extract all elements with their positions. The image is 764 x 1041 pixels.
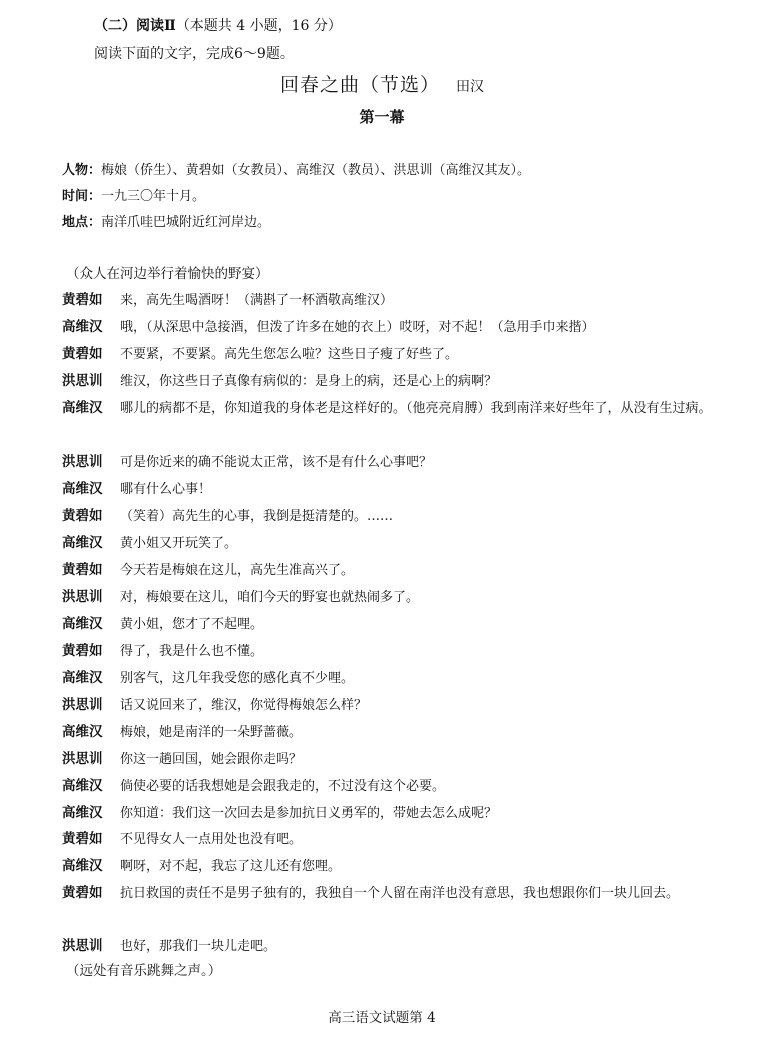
dialogue-line [62,665,722,692]
time-text: 一九三〇年十月。 [101,189,206,204]
speech-text: 可是你近来的确不能说太正常，该不是有什么心事吧？ [120,455,433,470]
speech-text: 梅娘，她是南洋的一朵野蔷薇。 [120,725,303,740]
speaker-name: 黄碧如 [62,346,103,362]
speaker-name: 洪思训 [62,938,103,954]
speech-text: 黄小姐，您才了不起哩。 [120,617,264,632]
dialogue-line [62,638,722,665]
speaker-name: 高维汉 [62,535,103,551]
speech-text: 今天若是梅娘在这儿，高先生准高兴了。 [120,563,355,578]
speaker-name: 黄碧如 [62,885,103,901]
speaker-name: 高维汉 [62,805,103,821]
stage-direction-closing: （远处有音乐跳舞之声。） [66,963,222,979]
speech-text: 也好，那我们一块儿走吧。 [120,939,277,954]
place-line [62,213,270,233]
speech-text: 得了，我是什么也不懂。 [120,644,264,659]
speech-text: 你知道：我们这一次回去是参加抗日义勇军的，带她去怎么成呢？ [120,806,498,821]
dialogue-line [62,746,722,773]
speaker-name: 高维汉 [62,858,103,874]
dialogue-line [62,719,722,746]
speech-text: 别客气，这几年我受您的感化真不少哩。 [120,671,355,686]
speech-text: 来，高先生喝酒呀！（满斟了一杯酒敬高维汉） [120,293,394,308]
stage-direction-opening: （众人在河边举行着愉快的野宴） [66,266,269,282]
dialogue-line [62,287,722,314]
speech-text: 哦，（从深思中急接酒，但泼了许多在她的衣上）哎呀，对不起！（急用手巾来揩） [120,320,595,335]
section-number: （二） [94,18,136,34]
speaker-name: 洪思训 [62,454,103,470]
dialogue-line [62,933,722,960]
speech-text: 哪有什么心事！ [120,482,212,497]
speaker-name: 高维汉 [62,319,103,335]
speaker-name: 高维汉 [62,481,103,497]
dialogue-line [62,773,722,800]
dialogue-line [62,800,722,827]
dialogue-line [62,880,722,907]
reading-instruction: 阅读下面的文字，完成6～9题。 [94,46,294,62]
speaker-name: 高维汉 [62,778,103,794]
section-heading [94,16,342,36]
play-title-row [0,70,764,97]
dialogue-line [62,530,722,557]
dialogue-line [62,503,722,530]
speech-text: 对，梅娘要在这儿，咱们今天的野宴也就热闹多了。 [120,590,420,605]
dialogue-line [62,584,722,611]
speech-text: 啊呀，对不起，我忘了这儿还有您哩。 [120,859,342,874]
page-footer: 高三语文试题第 4 [328,1010,436,1026]
dialogue-line [62,692,722,719]
dialogue-line [62,476,722,503]
act-title: 第一幕 [359,108,405,126]
speech-text: 话又说回来了，维汉，你觉得梅娘怎么样？ [120,698,368,713]
dialogue-line [62,395,722,422]
place-label: 地点： [62,215,102,230]
speaker-name: 黄碧如 [62,562,103,578]
dialogue-line [62,557,722,584]
speaker-name: 高维汉 [62,670,103,686]
characters-text: 梅娘（侨生）、黄碧如（女教员）、高维汉（教员）、洪思训（高维汉其友）。 [101,163,531,178]
place-text: 南洋爪哇巴城附近红河岸边。 [101,215,271,230]
speaker-name: 高维汉 [62,616,103,632]
speaker-name: 洪思训 [62,589,103,605]
speech-text: 不见得女人一点用处也没有吧。 [120,832,303,847]
speaker-name: 黄碧如 [62,831,103,847]
speaker-name: 黄碧如 [62,292,103,308]
speech-text: 抗日救国的责任不是男子独有的，我独自一个人留在南洋也没有意思，我也想跟你们一块儿回去。 [120,886,680,901]
dialogue-line [62,826,722,853]
dialogue-line [62,368,722,395]
time-label: 时间： [62,189,102,204]
section-detail: （本题共 4 小题，16 分） [175,18,342,34]
characters-line [62,161,530,181]
play-author: 田汉 [456,79,484,95]
speech-text: 倘使必要的话我想她是会跟我走的，不过没有这个必要。 [120,779,446,794]
speaker-name: 洪思训 [62,751,103,767]
characters-label: 人物： [62,163,102,178]
dialogue-line [62,611,722,638]
play-title: 回春之曲（节选） [279,74,440,96]
dialogue-line [62,314,722,341]
speaker-name: 高维汉 [62,724,103,740]
speaker-name: 洪思训 [62,373,103,389]
speech-text: 维汉，你这些日子真像有病似的：是身上的病，还是心上的病啊？ [120,374,498,389]
speaker-name: 黄碧如 [62,508,103,524]
speaker-name: 黄碧如 [62,643,103,659]
speech-text: 不要紧，不要紧。高先生您怎么啦？这些日子瘦了好些了。 [120,347,459,362]
speaker-name: 洪思训 [62,697,103,713]
dialogue-line [62,341,722,368]
speech-text: 你这一趟回国，她会跟你走吗？ [120,752,303,767]
dialogue-line [62,449,722,476]
section-name: 阅读Ⅱ [136,18,176,34]
speech-text: 哪儿的病都不是，你知道我的身体老是这样好的。（他亮亮肩膊）我到南洋来好些年了，从没有生过病。 [120,401,712,416]
speaker-name: 高维汉 [62,400,103,416]
speech-text: 黄小姐又开玩笑了。 [120,536,238,551]
time-line [62,187,205,207]
dialogue-line [62,853,722,880]
speech-text: （笑着）高先生的心事，我倒是挺清楚的。…… [120,509,394,524]
